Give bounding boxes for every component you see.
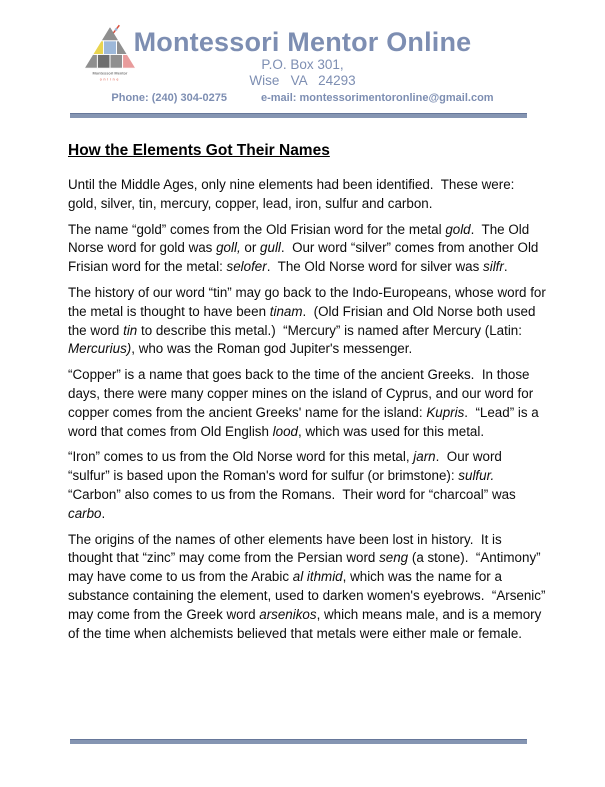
paragraph [68,448,547,523]
logo-rocket-dot [115,28,118,31]
text-segment: , which means male, and is a memory of the time when alchemists believed that metals were either male or female. [68,606,546,641]
text-segment: Until the Middle Ages, only nine elements had been identified. These were: gold, silver, tin, mercury, copper, lead, iron, sulfur and carbon. [68,177,519,211]
logo-cell [103,41,116,55]
document-content [68,141,550,643]
text-segment: (a stone). “Antimony” may have come to us from the Arabic [68,550,545,585]
footer-rule [70,739,527,744]
address-line-2: Wise VA 24293 [249,73,356,88]
paragraph [68,221,547,277]
text-segment: . Our word “sulfur” is based upon the Roman's word for sulfur (or brimstone): [68,449,506,484]
paragraph [68,366,547,441]
italic-term: arsenikos [259,606,317,622]
logo-cell [123,54,136,68]
address-line-1: P.O. Box 301, [261,57,344,72]
text-segment: , which was the name for a substance containing the element, used to darken women's eyebrows. “Arsenic” may come from the Greek word [68,569,550,622]
logo [82,24,138,90]
text-segment: “Iron” comes to us from the Old Norse word for this metal, [68,449,414,465]
italic-term: gold [445,221,471,237]
text-segment: The origins of the names of other elements have been lost in history. It is thought that “zinc” may come from the Persian word [68,531,506,566]
italic-term: selofer [226,259,267,275]
logo-cell [117,41,131,55]
text-segment: “Carbon” also comes to us from the Romans. Their word for “charcoal” was [68,468,520,502]
text-segment: , who was the Roman god Jupiter's messenger. [131,341,413,357]
text-segment: The history of our word “tin” may go back to the Indo-Europeans, whose word for the metal is thought to have been [68,284,550,319]
text-segment: or [240,240,261,256]
document-body [68,176,550,643]
italic-term: lood [272,423,298,439]
italic-term: gull [260,240,281,256]
text-segment: The name “gold” comes from the Old Frisian word for the metal [68,221,446,237]
org-name: Montessori Mentor Online [133,27,472,57]
logo-cell [97,27,123,41]
logo-cell [110,54,123,68]
logo-caption-line1: Montessori Mentor [92,70,128,76]
paragraph [68,284,550,359]
italic-term: Kupris [426,404,465,420]
text-segment: . (Old Frisian and Old Norse both used the word [68,303,540,338]
text-segment: . “Lead” is a word that comes from Old English [68,404,543,439]
italic-term: Mercurius) [68,341,132,357]
text-segment: , which was used for this metal. [298,423,485,439]
email-label: e-mail: montessorimentoronline@gmail.com [260,92,494,104]
letterhead [0,0,605,105]
logo-cell [97,54,110,68]
contact-row [0,92,605,105]
italic-term: carbo [68,505,102,521]
logo-caption-line2: online [99,77,121,82]
italic-term: silfr [483,259,504,275]
text-segment: . [101,505,106,521]
text-segment: . The Old Norse word for silver was [266,259,484,275]
phone-label: Phone: (240) 304-0275 [111,92,227,104]
logo-cell [85,54,98,68]
text-segment: . Our word “silver” comes from another Old Frisian word for the metal: [68,240,543,275]
italic-term: tin [123,322,138,338]
logo-pyramid-icon [82,24,138,90]
italic-term: goll, [216,240,241,256]
paragraph [68,531,550,644]
logo-cell [89,41,103,55]
italic-term: tinam [269,303,303,319]
text-segment: . [503,259,508,275]
text-segment: “Copper” is a name that goes back to the time of the ancient Greeks. In those days, there were many copper mines on the island of Cyprus, and our word for copper comes from the ancient Greeks' name for the island: [68,367,537,420]
italic-term: seng [379,550,409,566]
italic-term: jarn [413,449,436,465]
text-segment: . The Old Norse word for gold was [68,221,533,256]
text-segment: to describe this metal.) “Mercury” is named after Mercury (Latin: [137,322,526,338]
header-rule [70,113,527,118]
italic-term: al ithmid [292,569,343,585]
paragraph [68,176,547,214]
document-title: How the Elements Got Their Names [68,142,330,159]
italic-term: sulfur. [458,468,495,484]
